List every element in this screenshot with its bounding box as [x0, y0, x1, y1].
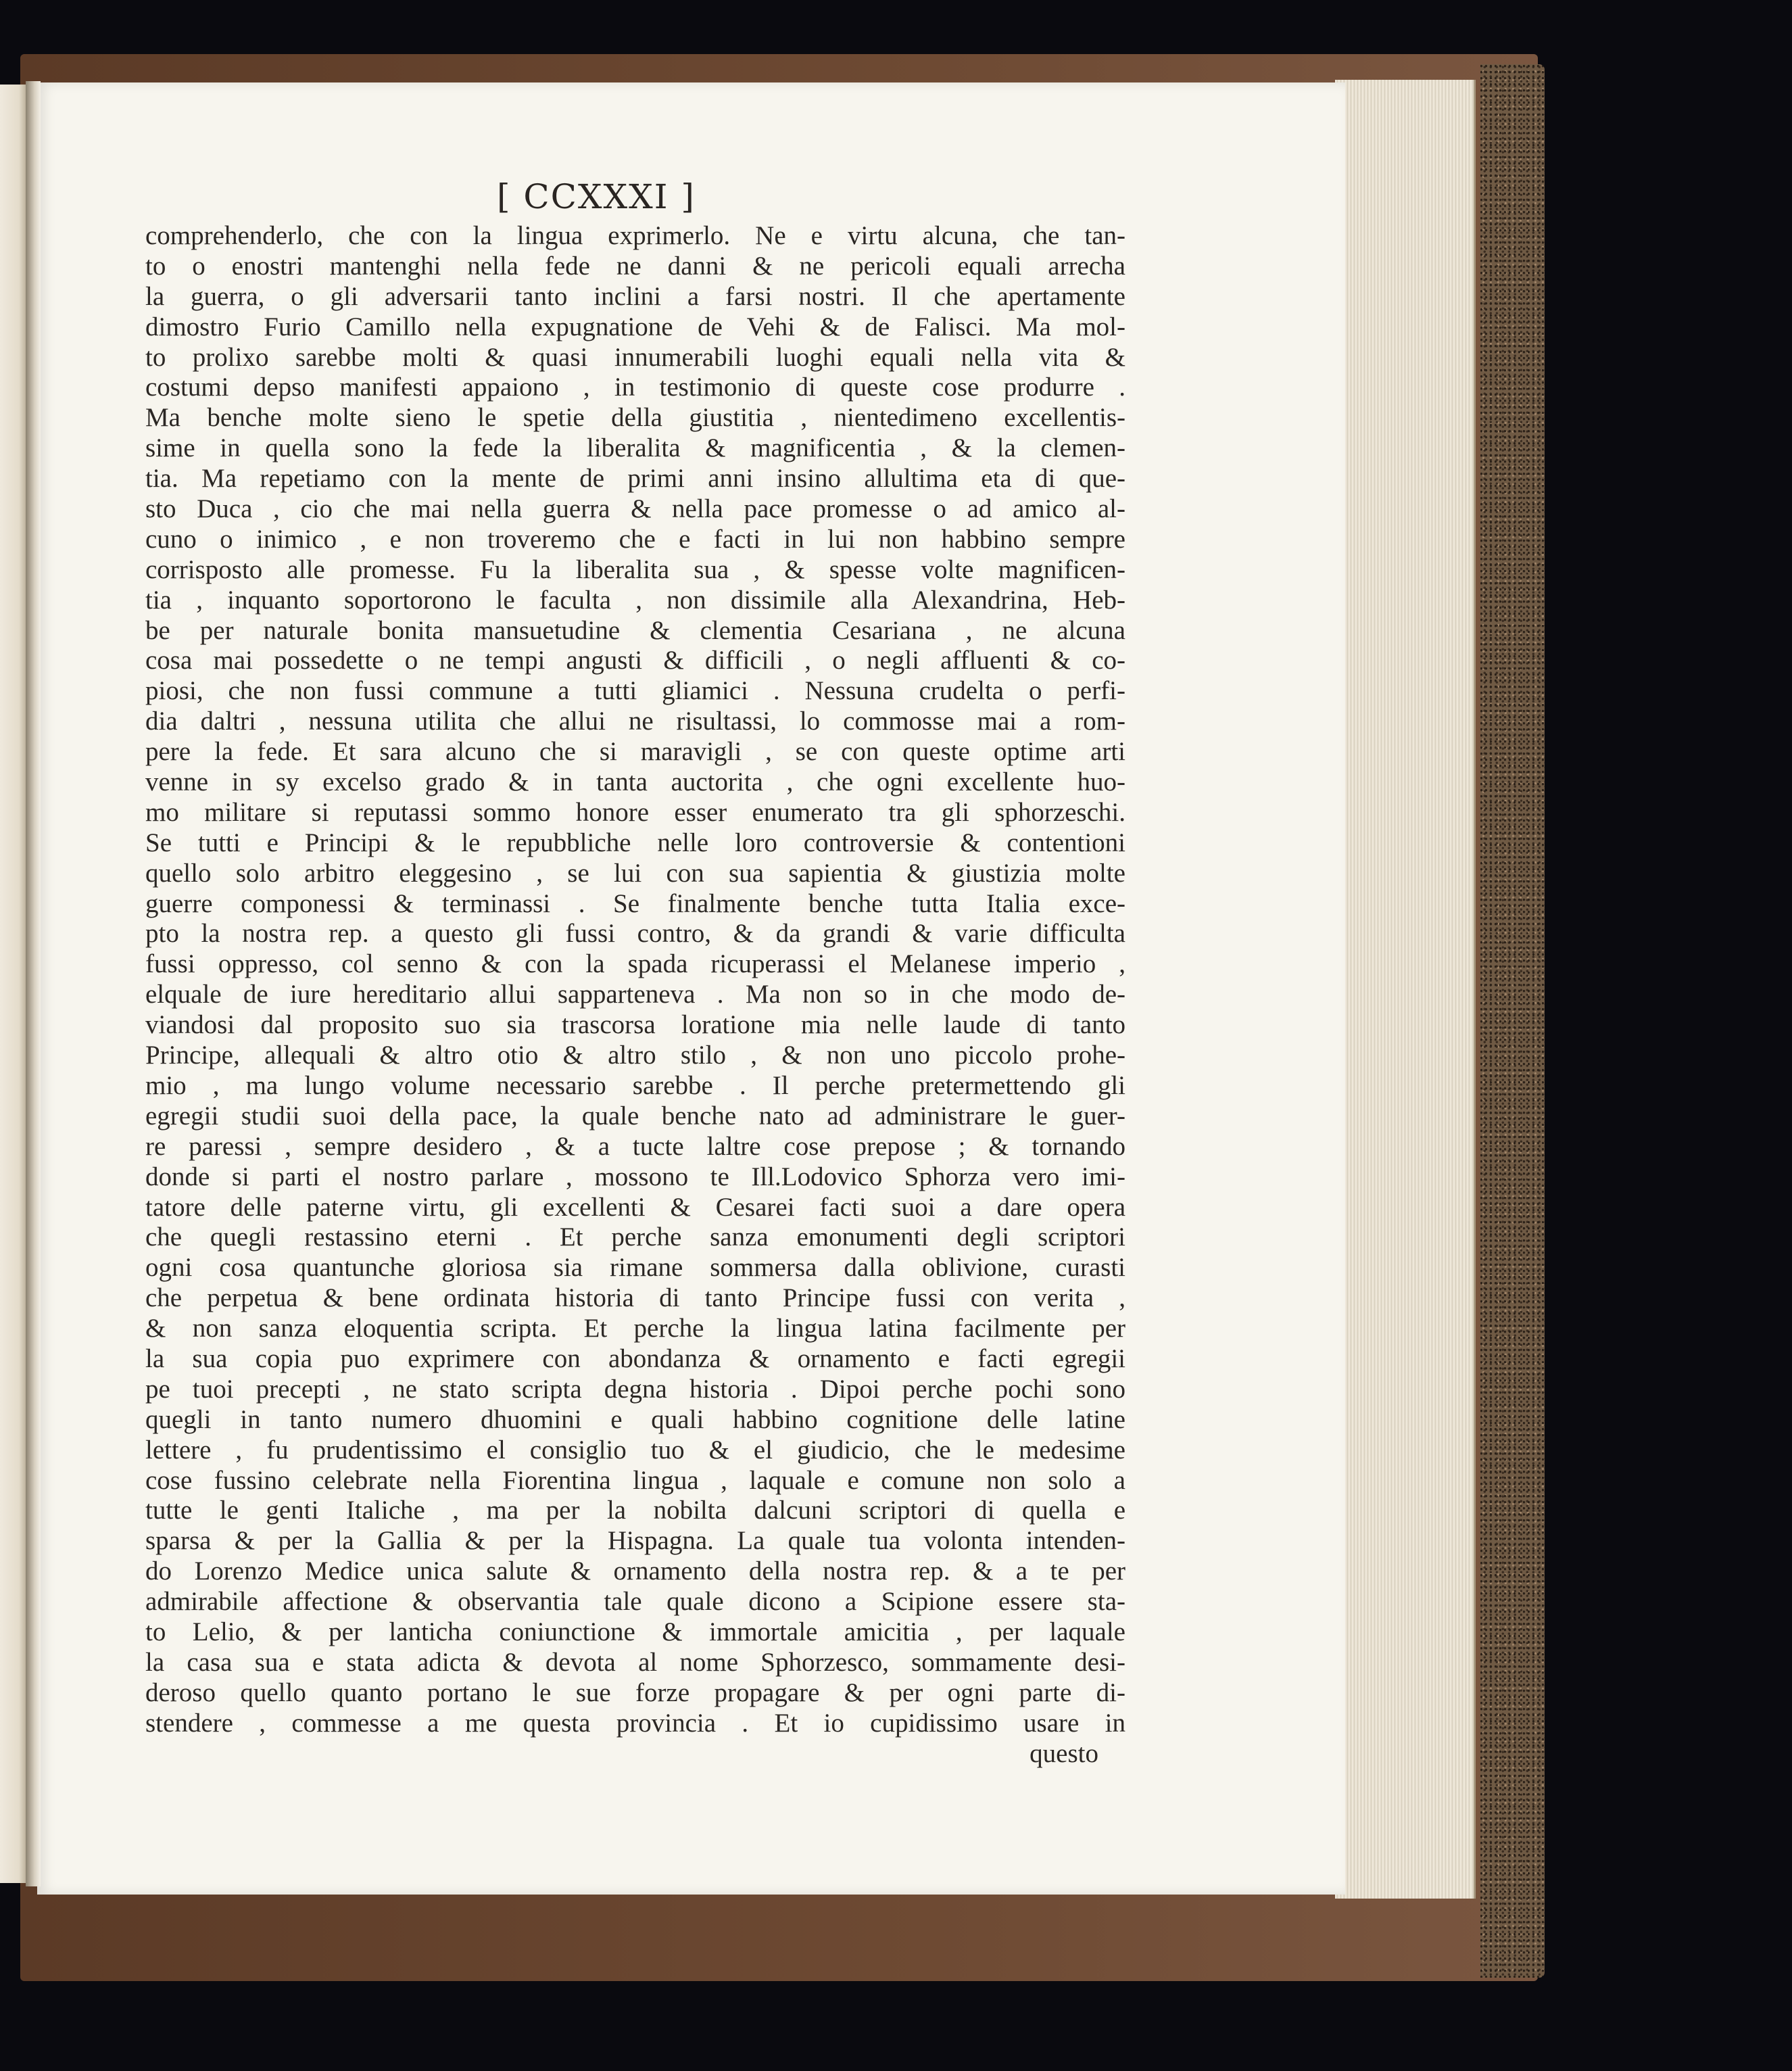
text-line: mo militare si reputassi sommo honore esser enumerato tra gli sphorzeschi.: [145, 797, 1125, 827]
text-line: sparsa & per la Gallia & per la Hispagna. La quale tua volonta intenden-: [145, 1526, 1125, 1556]
text-line: do Lorenzo Medice unica salute & ornamento della nostra rep. & a te per: [145, 1556, 1125, 1586]
page-header: [ CCXXXI ]: [497, 177, 696, 216]
text-line: cuno o inimico , e non troveremo che e facti in lui non habbino sempre: [145, 524, 1125, 554]
text-line: sto Duca , cio che mai nella guerra & nella pace promesse o ad amico al-: [145, 494, 1125, 524]
text-line: cose fussino celebrate nella Fiorentina lingua , laquale e comune non solo a: [145, 1465, 1125, 1495]
text-line: Se tutti e Principi & le repubbliche nelle loro controversie & contentioni: [145, 828, 1125, 857]
text-line: dia daltri , nessuna utilita che allui ne risultassi, lo commosse mai a rom-: [145, 707, 1125, 736]
text-line: fussi oppresso, col senno & con la spada ricuperassi el Melanese imperio ,: [145, 949, 1125, 979]
text-line: che quegli restassino eterni . Et perche sanza emonumenti degli scriptori: [145, 1222, 1125, 1252]
text-line: mio , ma lungo volume necessario sarebbe . Il perche pretermettendo gli: [145, 1070, 1125, 1100]
text-line: cosa mai possedette o ne tempi angusti & difficili , o negli affluenti & co-: [145, 646, 1125, 675]
text-line: deroso quello quanto portano le sue forze propagare & per ogni parte di-: [145, 1677, 1125, 1707]
page-stack-fore-edge: [1335, 80, 1476, 1899]
text-line: to Lelio, & per lanticha coniunctione & immortale amicitia , per laquale: [145, 1617, 1125, 1646]
text-line: Ma benche molte sieno le spetie della giustitia , nientedimeno excellentis-: [145, 403, 1125, 433]
text-line: guerre componessi & terminassi . Se finalmente benche tutta Italia exce-: [145, 888, 1125, 918]
text-line: to prolixo sarebbe molti & quasi innumerabili luoghi equali nella vita &: [145, 342, 1125, 372]
page-gutter: [26, 81, 41, 1886]
text-line: la guerra, o gli adversarii tanto inclini a farsi nostri. Il che apertamente: [145, 281, 1125, 311]
text-line: donde si parti el nostro parlare , mossono te Ill.Lodovico Sphorza vero imi-: [145, 1162, 1125, 1191]
text-line: egregii studii suoi della pace, la quale benche nato ad administrare le guer-: [145, 1101, 1125, 1130]
speckled-edge: [1480, 64, 1545, 1978]
text-line: piosi, che non fussi commune a tutti gliamici . Nessuna crudelta o perfi-: [145, 676, 1125, 706]
text-line: che perpetua & bene ordinata historia di tanto Principe fussi con verita ,: [145, 1283, 1125, 1313]
text-line: be per naturale bonita mansuetudine & clementia Cesariana , ne alcuna: [145, 615, 1125, 645]
text-line: elquale de iure hereditario allui sapparteneva . Ma non so in che modo de-: [145, 980, 1125, 1009]
text-line: comprehenderlo, che con la lingua exprimerlo. Ne e virtu alcuna, che tan-: [145, 221, 1125, 250]
text-line: pto la nostra rep. a questo gli fussi contro, & da grandi & varie difficulta: [145, 919, 1125, 949]
text-line: admirabile affectione & observantia tale quale dicono a Scipione essere sta-: [145, 1587, 1125, 1617]
text-line: re paressi , sempre desidero , & a tucte laltre cose prepose ; & tornando: [145, 1131, 1125, 1161]
text-line: tia. Ma repetiamo con la mente de primi anni insino allultima eta di que-: [145, 464, 1125, 494]
text-line: lettere , fu prudentissimo el consiglio tuo & el giudicio, che le medesime: [145, 1435, 1125, 1465]
text-line: tia , inquanto soportorono le faculta , non dissimile alla Alexandrina, Heb-: [145, 585, 1125, 615]
text-line: Principe, allequali & altro otio & altro stilo , & non uno piccolo prohe-: [145, 1041, 1125, 1070]
text-line: venne in sy excelso grado & in tanta auctorita , che ogni excellente huo-: [145, 767, 1125, 797]
text-line: ogni cosa quantunche gloriosa sia rimane sommersa dalla oblivione, curasti: [145, 1253, 1125, 1283]
text-line: & non sanza eloquentia scripta. Et perche la lingua latina facilmente per: [145, 1314, 1125, 1343]
text-line: pe tuoi precepti , ne stato scripta degna historia . Dipoi perche pochi sono: [145, 1374, 1125, 1404]
text-line: pere la fede. Et sara alcuno che si maravigli , se con queste optime arti: [145, 737, 1125, 767]
text-line: sime in quella sono la fede la liberalita & magnificentia , & la clemen-: [145, 433, 1125, 463]
text-line: viandosi dal proposito suo sia trascorsa loratione mia nelle laude di tanto: [145, 1010, 1125, 1040]
text-line: la sua copia puo exprimere con abondanza & ornamento e facti egregii: [145, 1343, 1125, 1373]
text-line: quello solo arbitro eleggesino , se lui con sua sapientia & giustizia molte: [145, 858, 1125, 888]
text-line: to o enostri mantenghi nella fede ne danni & ne pericoli equali arrecha: [145, 251, 1125, 281]
text-line: dimostro Furio Camillo nella expugnatione de Vehi & de Falisci. Ma mol-: [145, 312, 1125, 341]
text-line: corrisposto alle promesse. Fu la liberalita sua , & spesse volte magnificen-: [145, 554, 1125, 584]
left-facing-page: [0, 85, 27, 1883]
text-line: costumi depso manifesti appaiono , in testimonio di queste cose produrre .: [145, 373, 1125, 402]
catchword: questo: [1030, 1738, 1098, 1768]
text-line: la casa sua e stata adicta & devota al nome Sphorzesco, sommamente desi-: [145, 1647, 1125, 1677]
book-page: [37, 82, 1345, 1895]
text-line: stendere , commesse a me questa provincia . Et io cupidissimo usare in: [145, 1708, 1125, 1738]
text-line: tutte le genti Italiche , ma per la nobilta dalcuni scriptori di quella e: [145, 1496, 1125, 1525]
text-line: tatore delle paterne virtu, gli excellenti & Cesarei facti suoi a dare opera: [145, 1192, 1125, 1222]
text-line: quegli in tanto numero dhuomini e quali habbino cognitione delle latine: [145, 1404, 1125, 1434]
body-text: [145, 221, 1125, 1769]
